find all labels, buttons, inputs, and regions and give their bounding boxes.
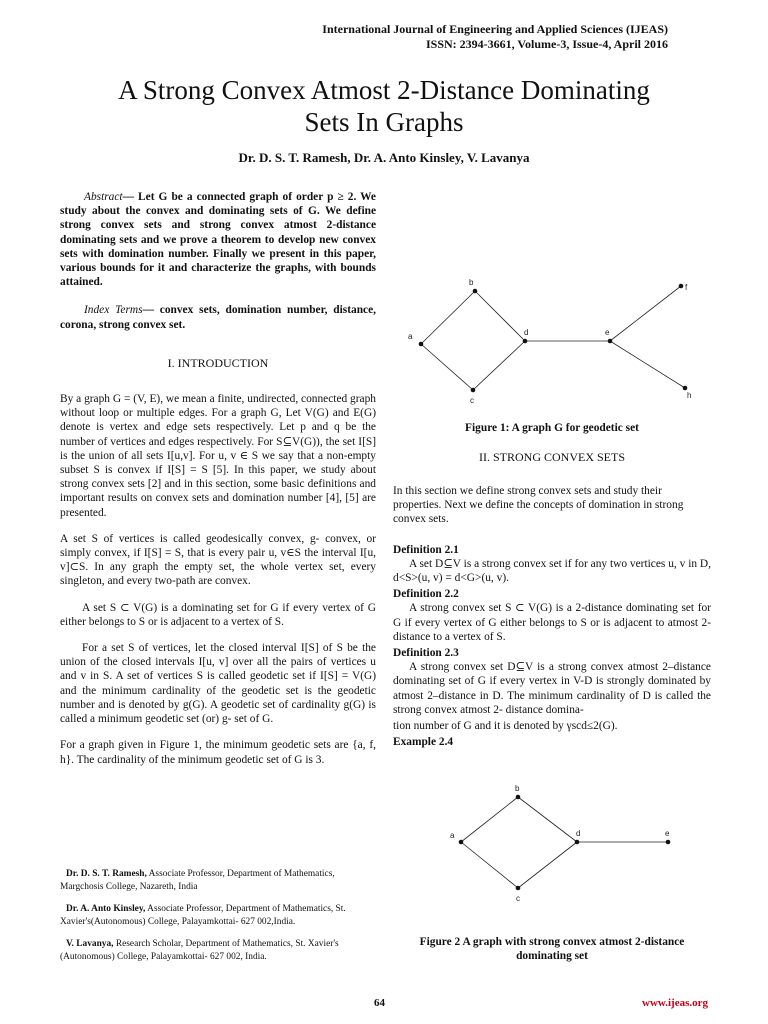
abstract-text: — Let G be a connected graph of order p ≥ 2. We study about the convex and dominating sets of G. We define strong convex sets and strong convex atmost 2-distance dominating sets and we prove a theorem to develop new convex sets with domination number. Finally we present in this paper, various bounds for it and characterize the graphs, with bounds attained. <box>60 191 376 289</box>
author-footnotes <box>60 868 378 974</box>
vertex-h <box>683 386 688 391</box>
vertex-a <box>419 342 424 347</box>
title-line-2: Sets In Graphs <box>304 107 464 137</box>
figure-2-caption-line-2: dominating set <box>516 950 588 962</box>
journal-header <box>322 22 668 52</box>
definition-2-3-body: A strong convex set D⊆V is a strong convex atmost 2–distance dominating set of G if every vertex in V-D is strongly dominated by atmost 2–distance in D. The minimum cardinality of D is called the strong convex atmost 2- distance domina- <box>393 661 711 716</box>
title-line-1: A Strong Convex Atmost 2-Distance Dominating <box>118 75 650 105</box>
definition-2-3-tail: tion number of G and it is denoted by γscd≤2(G). <box>393 720 618 733</box>
abstract-label: Abstract <box>84 191 123 203</box>
fig2-edge-a-b <box>461 797 518 842</box>
journal-issn: ISSN: 2394-3661, Volume-3, Issue-4, April 2016 <box>425 37 668 51</box>
intro-paragraph-2: A set S of vertices is called geodesically convex, g- convex, or simply convex, if I[S] = S, that is every pair u, v∈S the interval I[u, v]⊂S. In any graph the empty set, the whole vertex set, every singleton, and every two-path are convex. <box>60 532 376 588</box>
figure-2-caption-line-1: Figure 2 A graph with strong convex atmost 2-distance <box>419 936 685 948</box>
edge-b-d <box>475 291 525 341</box>
fig2-vertex-a <box>459 840 464 845</box>
intro-paragraph-5: For a graph given in Figure 1, the minimum geodetic sets are {a, f, h}. The cardinality of the minimum geodetic set of G is 3. <box>60 739 376 766</box>
fig2-edge-c-d <box>518 842 577 888</box>
fig2-vertex-d <box>575 840 580 845</box>
edge-a-c <box>421 344 473 390</box>
vertex-f <box>679 284 684 289</box>
strong-intro: In this section we define strong convex sets and study their properties. Next we define the concepts of domination in strong convex sets. <box>393 485 684 526</box>
label-c: c <box>470 396 474 405</box>
figure-2-caption <box>393 935 711 963</box>
right-column <box>393 484 711 749</box>
footnote-1 <box>60 868 378 893</box>
edge-c-d <box>473 341 525 390</box>
section-heading-strong-convex: II. STRONG CONVEX SETS <box>478 450 625 464</box>
index-terms-label: Index Terms <box>84 304 143 317</box>
fig2-label-d: d <box>576 829 581 838</box>
abstract <box>60 190 376 289</box>
fig2-label-e: e <box>665 829 670 838</box>
label-a: a <box>408 332 413 341</box>
label-f: f <box>685 283 688 292</box>
footnote-2-text: Associate Professor, Department of Mathematics, St. Xavier's(Autonomous) College, Palayamkottai- 627 002,India. <box>60 904 346 927</box>
footnote-1-text: Associate Professor, Department of Mathematics, Margchosis College, Nazareth, India <box>60 869 335 892</box>
intro-paragraph-4: For a set S of vertices, let the closed interval I[S] of S be the union of the closed intervals I[u, v] over all the pairs of vertices u and v in S. A set of vertices S is called geodetic set if I[S] = V(G) and the minimum cardinality of the geodetic set is the geodetic number and is denoted by g(G). A geodetic set of cardinality g(G) is called a minimum geodetic set (or) g- set of G. <box>60 642 376 726</box>
definition-2-1-body: A set D⊆V is a strong convex set if for any two vertices u, v in D, d<S>(u, v) = d<G>(u, v). <box>393 557 711 585</box>
fig2-vertex-b <box>516 795 521 800</box>
page-number: 64 <box>374 997 385 1009</box>
label-e: e <box>605 328 610 337</box>
definition-2-3-heading: Definition 2.3 <box>393 647 459 660</box>
footnote-1-name: Dr. D. S. T. Ramesh, <box>66 869 147 879</box>
fig2-edge-a-c <box>461 842 518 888</box>
paper-title <box>40 74 728 138</box>
journal-website-link[interactable]: www.ijeas.org <box>642 997 708 1009</box>
intro-paragraph-3: A set S ⊂ V(G) is a dominating set for G if every vertex of G either belongs to S or is adjacent to a vertex of S. <box>60 601 376 628</box>
figure-1-caption: Figure 1: A graph G for geodetic set <box>465 422 639 434</box>
fig2-vertex-c <box>516 886 521 891</box>
left-column <box>60 190 376 779</box>
footnote-3-text: Research Scholar, Department of Mathematics, St. Xavier's (Autonomous) College, Palayamkottai- 627 002, India. <box>60 939 339 962</box>
index-terms-text: — convex sets, domination number, distance, corona, strong convex set. <box>60 304 376 331</box>
edge-a-b <box>421 291 475 344</box>
journal-name: International Journal of Engineering and Applied Sciences (IJEAS) <box>322 22 668 36</box>
edge-e-h <box>610 341 685 388</box>
section-heading-introduction: I. INTRODUCTION <box>167 355 269 370</box>
definition-2-1-heading: Definition 2.1 <box>393 543 459 556</box>
label-h: h <box>687 391 692 400</box>
vertex-c <box>471 388 476 393</box>
fig2-label-b: b <box>515 784 520 793</box>
label-d: d <box>524 328 529 337</box>
paper-authors: Dr. D. S. T. Ramesh, Dr. A. Anto Kinsley, V. Lavanya <box>238 150 530 165</box>
definition-2-2-body: A strong convex set S ⊂ V(G) is a 2-distance dominating set for G if every vertex of G either belongs to S or is adjacent to atmost 2-distance to a vertex of S. <box>393 602 711 643</box>
footnote-3 <box>60 938 378 963</box>
footnote-3-name: V. Lavanya, <box>66 939 114 950</box>
label-b: b <box>469 278 474 287</box>
definition-2-2-heading: Definition 2.2 <box>393 588 459 601</box>
example-2-4-heading: Example 2.4 <box>393 736 454 749</box>
vertex-b <box>473 289 478 294</box>
figure-2-graph <box>440 780 690 910</box>
fig2-label-a: a <box>450 831 455 840</box>
figure-1-graph <box>395 270 725 410</box>
footnote-2-name: Dr. A. Anto Kinsley, <box>66 904 146 915</box>
edge-e-f <box>610 286 681 341</box>
index-terms <box>60 303 376 331</box>
fig2-edge-b-d <box>518 797 577 842</box>
intro-paragraph-1: By a graph G = (V, E), we mean a finite, undirected, connected graph without loop or multiple edges. For a graph G, Let V(G) and E(G) denote is vertex and edge sets respectively. Let p and q be the number of vertices and edges respectively. For S⊆V(G)), the set I[S] is the union of all sets I[u,v]. For u, v ∈ S we say that a non-empty subset S is convex if I[S] = S [5]. In this paper, we study about strong convex sets [2] and in this section, some basic definitions and important results on convex sets and domination number [4], [5] are presented. <box>60 393 376 519</box>
fig2-vertex-e <box>666 840 671 845</box>
vertex-d <box>523 339 528 344</box>
fig2-label-c: c <box>516 894 520 903</box>
vertex-e <box>608 339 613 344</box>
footnote-2 <box>60 903 378 928</box>
